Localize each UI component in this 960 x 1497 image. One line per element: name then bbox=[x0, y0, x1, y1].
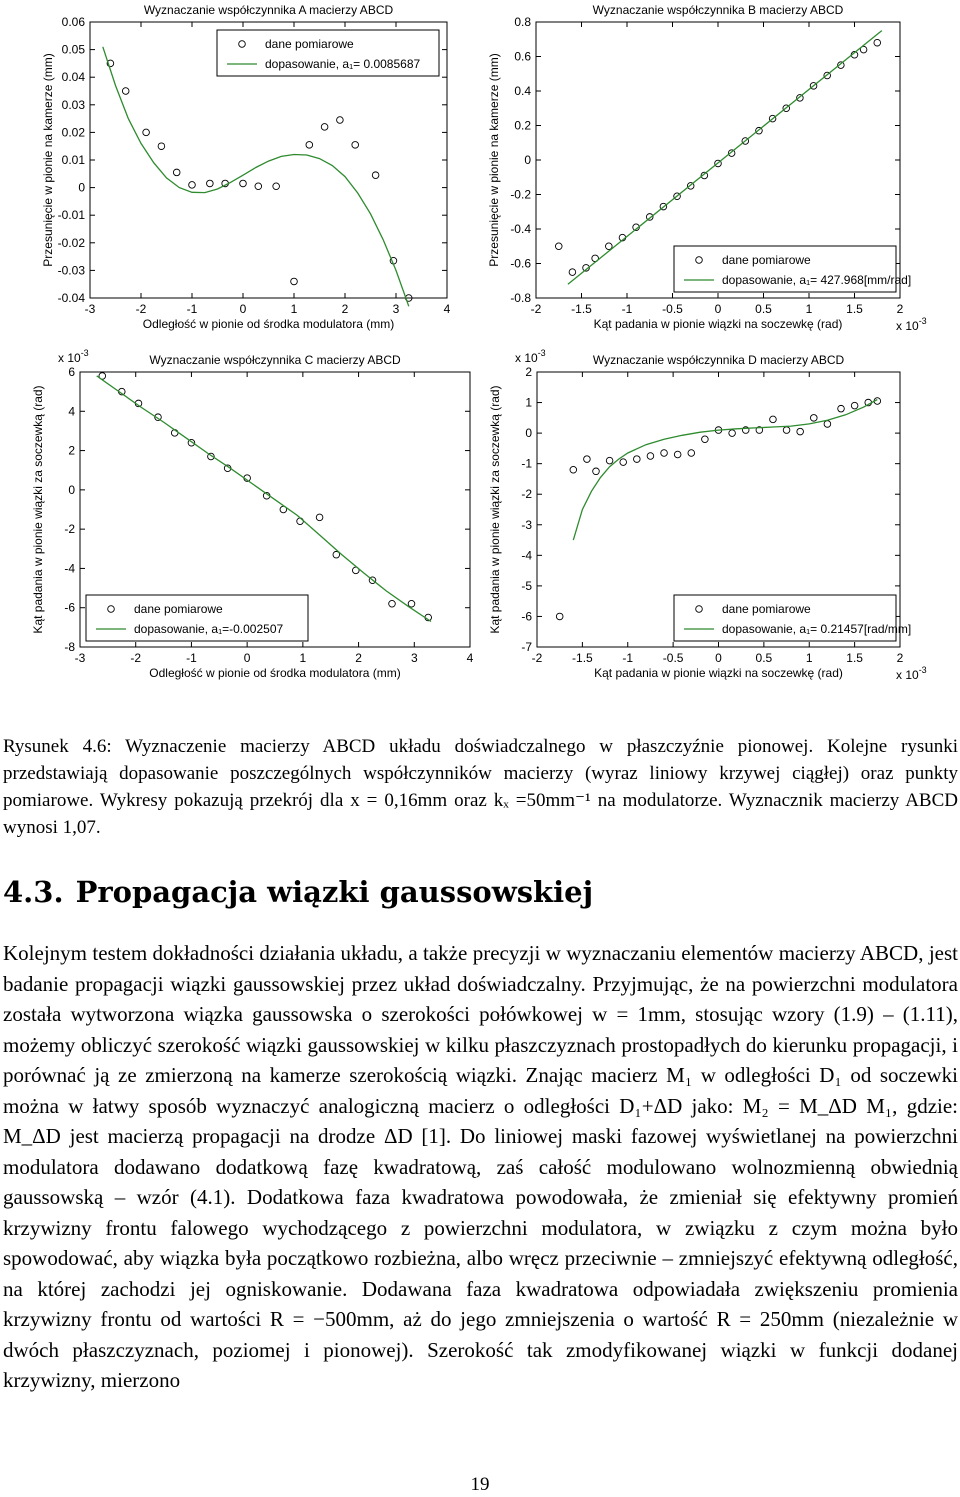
y-tick-label: -0.04 bbox=[57, 291, 85, 305]
y-tick-label: 1 bbox=[525, 395, 532, 410]
y-tick-label: -0.6 bbox=[510, 256, 531, 271]
section-title-text: Propagacja wiązki gaussowskiej bbox=[75, 875, 594, 909]
x-axis-label: Kąt padania w pionie wiązki na soczewkę (rad) bbox=[593, 317, 843, 331]
y-axis-label: Kąt padania w pionie wiązki za soczewką (rad) bbox=[488, 385, 502, 634]
chart-title: Wyznaczanie współczynnika D macierzy ABCD bbox=[592, 353, 845, 367]
x-tick-label: 0 bbox=[239, 302, 247, 316]
x-tick-label: 4 bbox=[443, 302, 451, 316]
x-multiplier-base: x 10 bbox=[896, 319, 919, 333]
x-axis-label: Odległość w pionie od środka modulatora (mm) bbox=[142, 317, 395, 331]
y-tick-label: -0.03 bbox=[57, 263, 85, 278]
chart-title: Wyznaczanie współczynnika A macierzy ABCD bbox=[143, 3, 394, 17]
y-tick-label: 2 bbox=[525, 365, 532, 379]
x-multiplier-label bbox=[896, 316, 927, 333]
chart-svg bbox=[480, 345, 960, 690]
y-tick-label: 0 bbox=[68, 482, 75, 497]
x-tick-label: -2 bbox=[530, 302, 542, 316]
y-tick-label: -3 bbox=[521, 517, 532, 532]
y-tick-label: 2 bbox=[68, 443, 75, 458]
section-heading bbox=[3, 875, 593, 909]
y-tick-label: -0.8 bbox=[510, 291, 531, 305]
legend-label: dopasowanie, a₁= 0.21457[rad/mm] bbox=[722, 622, 912, 636]
x-multiplier-base: x 10 bbox=[896, 668, 919, 682]
x-tick-label: 0 bbox=[715, 651, 722, 665]
y-tick-label: -1 bbox=[521, 456, 532, 471]
y-tick-label: -4 bbox=[521, 548, 532, 563]
chart-coefficient-b bbox=[480, 0, 960, 340]
legend bbox=[674, 246, 911, 292]
y-multiplier-exponent: -3 bbox=[80, 348, 89, 358]
chart-coefficient-c bbox=[0, 345, 480, 690]
x-tick-label: 2 bbox=[896, 651, 904, 665]
y-tick-label: 4 bbox=[68, 404, 75, 419]
legend-label: dopasowanie, a₁= 0.0085687 bbox=[265, 57, 421, 71]
x-tick-label: 2 bbox=[341, 302, 349, 316]
x-tick-label: 1.5 bbox=[846, 302, 863, 316]
y-tick-label: 0.05 bbox=[61, 42, 85, 57]
y-multiplier-base: x 10 bbox=[515, 351, 538, 365]
legend bbox=[86, 595, 308, 641]
chart-svg bbox=[0, 345, 480, 690]
legend-label: dopasowanie, a₁= 427.968[mm/rad] bbox=[722, 273, 912, 287]
y-tick-label: -0.01 bbox=[57, 208, 85, 223]
y-tick-label: -2 bbox=[64, 522, 75, 537]
y-tick-label: -8 bbox=[64, 640, 75, 654]
x-tick-label: 2 bbox=[896, 302, 904, 316]
x-tick-label: -2 bbox=[531, 651, 543, 665]
x-tick-label: -2 bbox=[135, 302, 147, 316]
x-tick-label: 2 bbox=[355, 651, 362, 665]
legend-label: dane pomiarowe bbox=[134, 602, 223, 616]
y-tick-label: -4 bbox=[64, 561, 75, 576]
x-tick-label: 4 bbox=[466, 651, 474, 665]
x-tick-label: 1 bbox=[805, 302, 813, 316]
x-axis-label: Odległość w pionie od środka modulatora (mm) bbox=[149, 666, 401, 680]
y-tick-label: -2 bbox=[521, 487, 532, 502]
y-tick-label: 0.01 bbox=[61, 153, 85, 167]
x-multiplier-exponent: -3 bbox=[918, 316, 927, 326]
legend-label: dane pomiarowe bbox=[265, 37, 354, 51]
y-multiplier-base: x 10 bbox=[58, 351, 81, 365]
y-tick-label: -7 bbox=[521, 640, 532, 654]
legend-label: dopasowanie, a₁=-0.002507 bbox=[134, 622, 284, 636]
page-number: 19 bbox=[470, 1474, 490, 1495]
x-tick-label: -2 bbox=[130, 651, 142, 665]
x-tick-label: 1.5 bbox=[846, 651, 863, 665]
y-tick-label: 0.6 bbox=[514, 49, 531, 64]
y-multiplier-exponent: -3 bbox=[537, 348, 546, 358]
y-tick-label: 0.2 bbox=[514, 118, 531, 133]
section-number: 4.3. bbox=[3, 875, 64, 909]
x-tick-label: 3 bbox=[410, 651, 418, 665]
x-tick-label: -1 bbox=[621, 302, 633, 316]
legend-label: dane pomiarowe bbox=[722, 602, 811, 616]
x-tick-label: 1 bbox=[805, 651, 813, 665]
x-tick-label: 0 bbox=[243, 651, 251, 665]
y-tick-label: 6 bbox=[68, 365, 75, 379]
y-tick-label: -0.4 bbox=[510, 222, 531, 236]
x-tick-label: -1 bbox=[186, 651, 197, 665]
y-axis-label: Kąt padania w pionie wiązki za soczewką (rad) bbox=[31, 385, 45, 634]
x-tick-label: -1.5 bbox=[571, 302, 592, 316]
x-tick-label: -1 bbox=[622, 651, 634, 665]
x-tick-label: 3 bbox=[392, 302, 400, 316]
x-tick-label: 0 bbox=[714, 302, 722, 316]
x-tick-label: 1 bbox=[290, 302, 298, 316]
y-multiplier-label bbox=[515, 348, 546, 365]
y-tick-label: -6 bbox=[521, 609, 532, 624]
x-tick-label: -1 bbox=[186, 302, 198, 316]
x-tick-label: -0.5 bbox=[662, 651, 684, 665]
legend-label: dane pomiarowe bbox=[722, 253, 811, 267]
x-tick-label: -3 bbox=[74, 651, 86, 665]
x-tick-label: -0.5 bbox=[662, 302, 683, 316]
x-axis-label: Kąt padania w pionie wiązki na soczewkę (rad) bbox=[594, 666, 843, 680]
x-tick-label: 0.5 bbox=[755, 302, 772, 316]
y-tick-label: 0.02 bbox=[61, 125, 85, 140]
y-tick-label: 0.06 bbox=[61, 15, 85, 29]
body-paragraph: Kolejnym testem dokładności działania układu, a także precyzji w wyznaczaniu elementów macierzy ABCD, jest badanie propagacji wiązki gaussowskiej przez układ doświadczalny. Przyjmując, że na powierzchni modulatora została wytworzona wiązka gaussowska o szerokości połówkowej w = 1mm, stosując wzory (1.9) – (1.11), możemy obliczyć szerokość wiązki gaussowskiej w kilku płaszczyznach prostopadłych do kierunku propagacji, i porównać ją ze zmierzoną na kamerze szerokością wiązki. Znając macierz M₁ w odległości D₁ od soczewki można w łatwy sposób wyznaczyć analogiczną macierz o odległości D₁+ΔD jako: M₂ = M_ΔD M₁, gdzie: M_ΔD jest macierzą propagacji na drodze ΔD [1]. Do liniowej maski fazowej wyświetlanej na powierzchni modulatora dodawano dodatkową fazę kwadratową, zaś całość modulowano wolnozmienną obwiednią gaussowską – wzór (4.1). Dodatkowa faza kwadratowa powodowała, że zmieniał się efektywny promień krzywizny frontu falowego wychodzącego z powierzchni modulatora, w związku z czym można było spowodować, aby wiązka była początkowo rozbieżna, albo wręcz przeciwnie – zmniejszyć efektywną odległość, na której zachodzi jej ogniskowanie. Dodawana faza kwadratowa odpowiadała zwiększeniu promienia krzywizny frontu od wartości R = −500mm, aż do jego zmniejszenia o wartość R = 250mm (niezależnie w dwóch płaszczyznach, poziomej i pionowej). Szerokość tak zmodyfikowanej wiązki w funkcji dodanej krzywizny, mierzono bbox=[3, 941, 958, 1392]
figure-caption: Rysunek 4.6: Wyznaczenie macierzy ABCD układu doświadczalnego w płaszczyźnie pionowej. Kolejne rysunki przedstawiają dopasowanie poszczególnych współczynników macierzy (wyraz liniowy krzywej ciągłej) oraz punkty pomiarowe. Wykresy pokazują przekrój dla x = 0,16mm oraz kₓ =50mm⁻¹ na modulatorze. Wyznacznik macierzy ABCD wynosi 1,07. bbox=[3, 736, 958, 838]
chart-coefficient-d bbox=[480, 345, 960, 690]
chart-svg bbox=[480, 0, 960, 340]
x-tick-label: -3 bbox=[84, 302, 96, 316]
y-axis-label: Przesunięcie w pionie na kamerze (mm) bbox=[487, 53, 501, 267]
x-multiplier-label bbox=[896, 665, 927, 682]
y-axis-label: Przesunięcie w pionie na kamerze (mm) bbox=[41, 53, 55, 267]
chart-title: Wyznaczanie współczynnika C macierzy ABCD bbox=[149, 353, 401, 367]
y-tick-label: -0.2 bbox=[510, 187, 531, 202]
legend bbox=[217, 30, 439, 76]
x-tick-label: 1 bbox=[299, 651, 307, 665]
x-tick-label: -1.5 bbox=[572, 651, 593, 665]
y-tick-label: 0 bbox=[525, 426, 532, 441]
y-multiplier-label bbox=[58, 348, 89, 365]
y-tick-label: 0 bbox=[78, 180, 85, 195]
y-tick-label: 0.8 bbox=[514, 15, 531, 29]
y-tick-label: 0.04 bbox=[61, 70, 85, 85]
y-tick-label: -0.02 bbox=[57, 235, 85, 250]
y-tick-label: -6 bbox=[64, 600, 75, 615]
chart-title: Wyznaczanie współczynnika B macierzy ABCD bbox=[592, 3, 844, 17]
y-tick-label: -5 bbox=[521, 578, 532, 593]
chart-svg bbox=[0, 0, 480, 340]
x-multiplier-exponent: -3 bbox=[918, 665, 927, 675]
chart-coefficient-a bbox=[0, 0, 480, 340]
y-tick-label: 0.4 bbox=[514, 84, 531, 98]
y-tick-label: 0 bbox=[524, 153, 531, 167]
y-tick-label: 0.03 bbox=[61, 97, 85, 112]
legend bbox=[674, 595, 911, 641]
x-tick-label: 0.5 bbox=[755, 651, 773, 665]
